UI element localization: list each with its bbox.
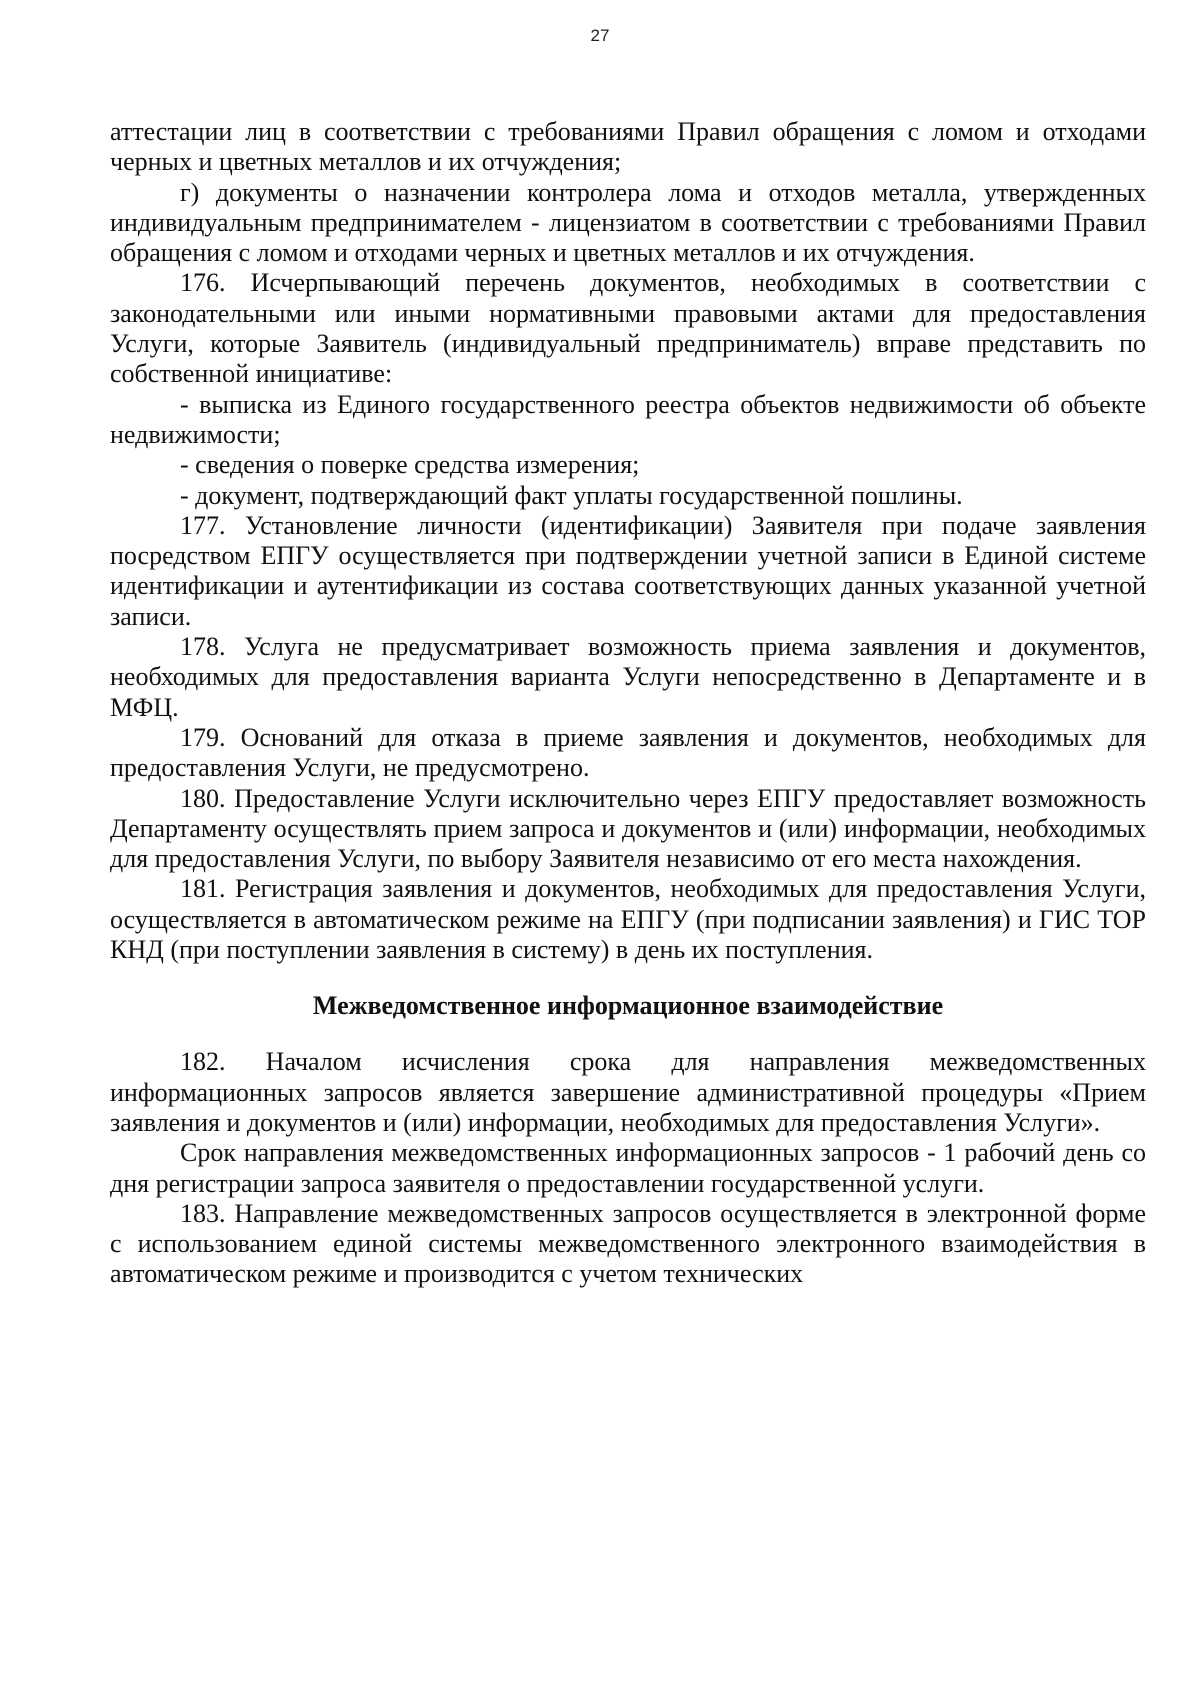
paragraphs-before-heading bbox=[110, 117, 1146, 965]
paragraph-item-g: г) документы о назначении контролера лома и отходов металла, утвержденных индивидуальным предпринимателем - лицензиатом в соответствии с требованиями Правил обращения с ломом и отходами черных и цветных металлов и их отчуждения. bbox=[110, 177, 1146, 268]
list-item-egrn-extract: - выписка из Единого государственного реестра объектов недвижимости об объекте недвижимости; bbox=[110, 389, 1146, 449]
paragraph-183: 183. Направление межведомственных запросов осуществляется в электронной форме с использованием единой системы межведомственного электронного взаимодействия в автоматическом режиме и производится с учетом технических bbox=[110, 1198, 1146, 1289]
paragraph-177: 177. Установление личности (идентификации) Заявителя при подаче заявления посредством ЕПГУ осуществляется при подтверждении учетной записи в Единой системе идентификации и аутентификации из состава соответствующих данных указанной учетной записи. bbox=[110, 510, 1146, 631]
paragraph-179: 179. Оснований для отказа в приеме заявления и документов, необходимых для предоставления Услуги, не предусмотрено. bbox=[110, 722, 1146, 783]
paragraph-attestation-continued: аттестации лиц в соответствии с требованиями Правил обращения с ломом и отходами черных и цветных металлов и их отчуждения; bbox=[110, 117, 1146, 177]
paragraph-178: 178. Услуга не предусматривает возможность приема заявления и документов, необходимых для предоставления варианта Услуги непосредственно в Департаменте и в МФЦ. bbox=[110, 632, 1146, 722]
paragraph-request-deadline: Срок направления межведомственных информационных запросов - 1 рабочий день со дня регистрации запроса заявителя о предоставлении государственной услуги. bbox=[110, 1138, 1146, 1198]
section-heading: Межведомственное информационное взаимодействие bbox=[312, 991, 944, 1021]
paragraphs-after-heading bbox=[110, 1047, 1146, 1289]
list-item-state-fee-document: - документ, подтверждающий факт уплаты государственной пошлины. bbox=[180, 480, 963, 510]
paragraph-182: 182. Началом исчисления срока для направления межведомственных информационных запросов является завершение административной процедуры «Прием заявления и документов и (или) информации, необходимых для предоставления Услуги». bbox=[110, 1047, 1146, 1137]
paragraph-180: 180. Предоставление Услуги исключительно через ЕПГУ предоставляет возможность Департаменту осуществлять прием запроса и документов и (или) информации, необходимых для предоставления Услуги, по выбору Заявителя независимо от его места нахождения. bbox=[110, 783, 1146, 874]
paragraph-181: 181. Регистрация заявления и документов, необходимых для предоставления Услуги, осуществляется в автоматическом режиме на ЕПГУ (при подписании заявления) и ГИС ТОР КНД (при поступлении заявления в систему) в день их поступления. bbox=[110, 874, 1146, 965]
paragraph-176: 176. Исчерпывающий перечень документов, необходимых в соответствии с законодательными или иными нормативными правовыми актами для предоставления Услуги, которые Заявитель (индивидуальный предприниматель) вправе представить по собственной инициативе: bbox=[110, 268, 1146, 389]
document-body bbox=[110, 117, 1146, 1290]
page-number: 27 bbox=[590, 26, 610, 45]
list-item-verification-info: - сведения о поверке средства измерения; bbox=[180, 450, 640, 480]
